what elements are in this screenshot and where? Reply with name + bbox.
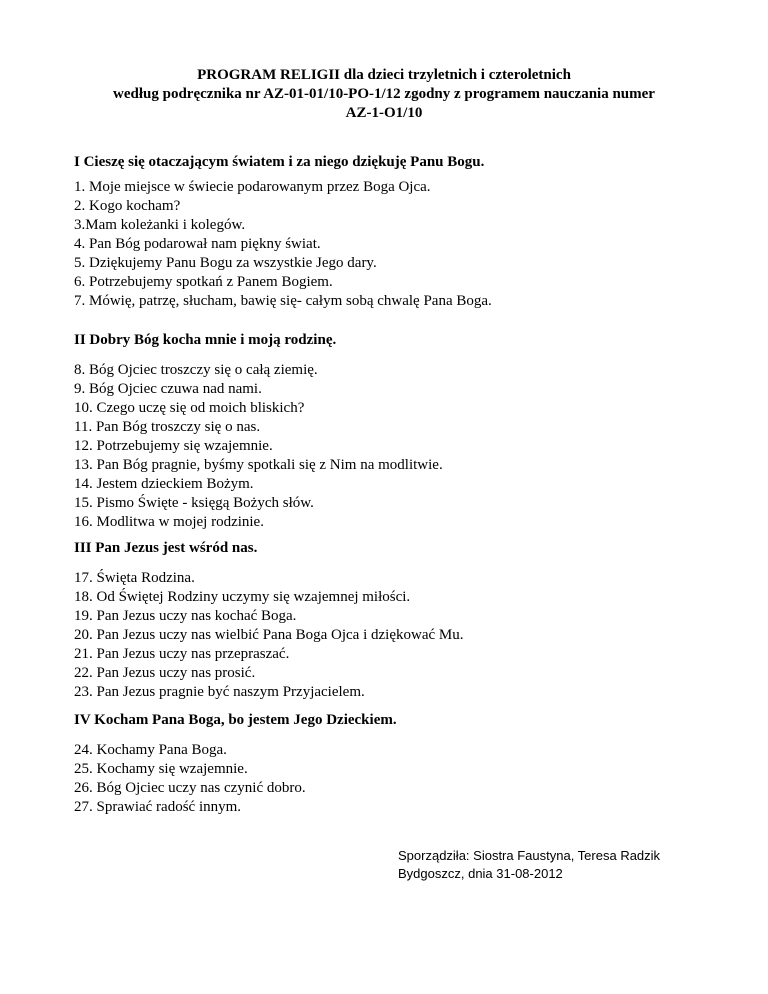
list-item: 19. Pan Jezus uczy nas kochać Boga. <box>74 608 297 624</box>
list-item: 9. Bóg Ojciec czuwa nad nami. <box>74 381 262 397</box>
section-heading-3: III Pan Jezus jest wśród nas. <box>74 540 258 556</box>
section-list-3 <box>74 569 463 702</box>
list-item: 11. Pan Bóg troszczy się o nas. <box>74 419 261 435</box>
footer-authors: Sporządziła: Siostra Faustyna, Teresa Radzik <box>398 848 661 863</box>
footer-place-date: Bydgoszcz, dnia 31-08-2012 <box>398 866 563 881</box>
list-item: 21. Pan Jezus uczy nas przepraszać. <box>74 646 290 662</box>
section-heading-4: IV Kocham Pana Boga, bo jestem Jego Dzieckiem. <box>74 712 397 728</box>
document-title <box>60 66 708 123</box>
document-footer <box>398 847 660 883</box>
title-line-3: AZ-1-O1/10 <box>345 105 423 121</box>
title-line-2: według podręcznika nr AZ-01-01/10-PO-1/12 zgodny z programem nauczania numer <box>113 86 655 102</box>
list-item: 18. Od Świętej Rodziny uczymy się wzajemnej miłości. <box>74 589 411 605</box>
section-list-1 <box>74 178 492 311</box>
list-item: 12. Potrzebujemy się wzajemnie. <box>74 438 273 454</box>
list-item: 8. Bóg Ojciec troszczy się o całą ziemię. <box>74 362 318 378</box>
list-item: 15. Pismo Święte - księgą Bożych słów. <box>74 495 314 511</box>
section-list-2 <box>74 361 443 532</box>
title-line-1: PROGRAM RELIGII dla dzieci trzyletnich i czteroletnich <box>197 67 571 83</box>
list-item: 13. Pan Bóg pragnie, byśmy spotkali się z Nim na modlitwie. <box>74 457 443 473</box>
list-item: 10. Czego uczę się od moich bliskich? <box>74 400 305 416</box>
list-item: 4. Pan Bóg podarował nam piękny świat. <box>74 236 321 252</box>
list-item: 20. Pan Jezus uczy nas wielbić Pana Boga Ojca i dziękować Mu. <box>74 627 464 643</box>
section-heading-2: II Dobry Bóg kocha mnie i moją rodzinę. <box>74 332 337 348</box>
list-item: 24. Kochamy Pana Boga. <box>74 742 227 758</box>
list-item: 23. Pan Jezus pragnie być naszym Przyjacielem. <box>74 684 365 700</box>
section-heading-1: I Cieszę się otaczającym światem i za niego dziękuję Panu Bogu. <box>74 154 485 170</box>
list-item: 3.Mam koleżanki i kolegów. <box>74 217 246 233</box>
list-item: 2. Kogo kocham? <box>74 198 181 214</box>
list-item: 22. Pan Jezus uczy nas prosić. <box>74 665 256 681</box>
list-item: 7. Mówię, patrzę, słucham, bawię się- całym sobą chwalę Pana Boga. <box>74 293 492 309</box>
list-item: 16. Modlitwa w mojej rodzinie. <box>74 514 264 530</box>
list-item: 27. Sprawiać radość innym. <box>74 799 242 815</box>
list-item: 5. Dziękujemy Panu Bogu za wszystkie Jego dary. <box>74 255 377 271</box>
section-list-4 <box>74 741 306 817</box>
list-item: 14. Jestem dzieckiem Bożym. <box>74 476 254 492</box>
list-item: 17. Święta Rodzina. <box>74 570 195 586</box>
list-item: 26. Bóg Ojciec uczy nas czynić dobro. <box>74 780 306 796</box>
list-item: 25. Kochamy się wzajemnie. <box>74 761 248 777</box>
list-item: 1. Moje miejsce w świecie podarowanym przez Boga Ojca. <box>74 179 431 195</box>
list-item: 6. Potrzebujemy spotkań z Panem Bogiem. <box>74 274 333 290</box>
